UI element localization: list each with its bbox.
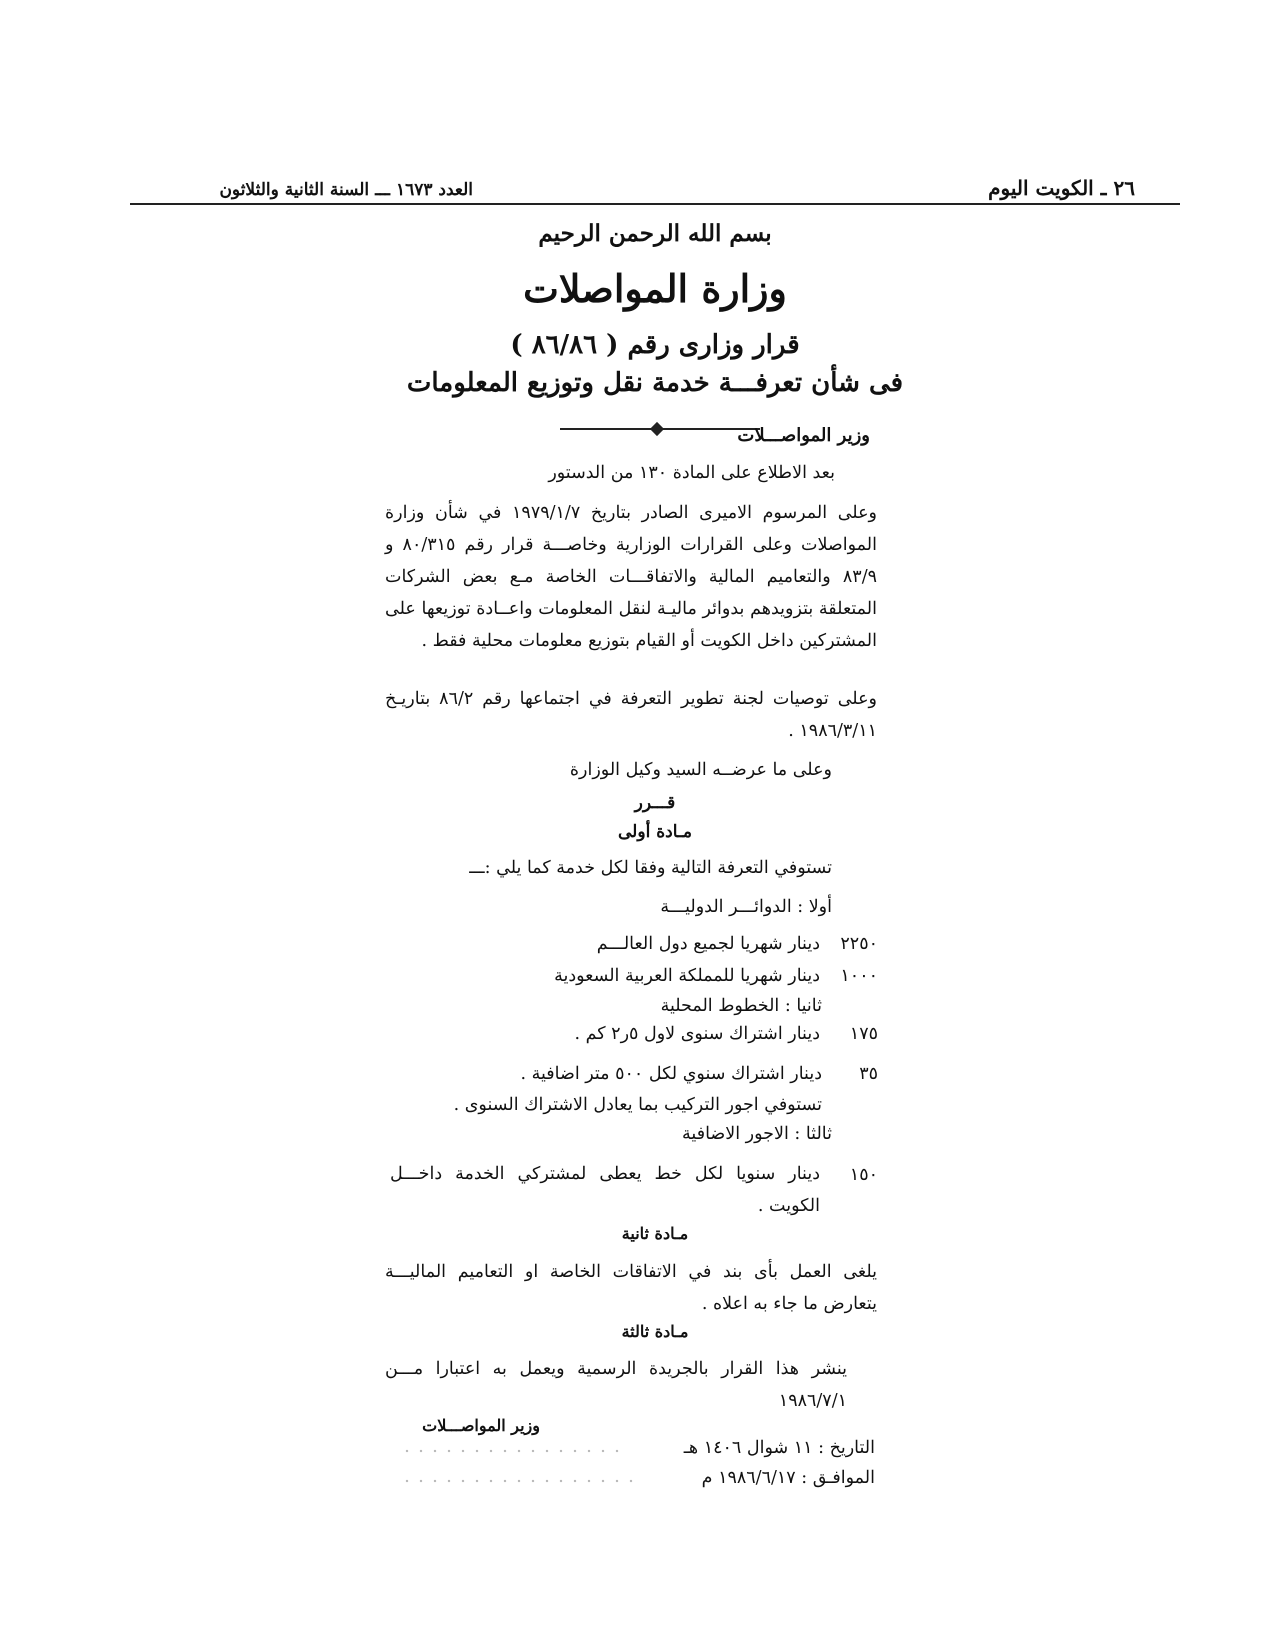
article-1-intro: تستوفي التعرفة التالية وفقا لكل خدمة كما يلي :ـــ [469, 858, 832, 878]
scan-noise [400, 1447, 620, 1455]
fee-description: دينار اشتراك سنوي لكل ٥٠٠ متر اضافية . [520, 1064, 822, 1084]
decree-subject: فى شأن تعرفـــة خدمة نقل وتوزيع المعلومات [406, 368, 904, 398]
fee-description: دينار شهريا للمملكة العربية السعودية [554, 966, 820, 986]
section-local: ثانيا : الخطوط المحلية [660, 996, 822, 1016]
fee-amount: ١٧٥ [849, 1024, 878, 1044]
decided-heading: قـــرر [634, 793, 676, 813]
date-gregorian: الموافـق : ١٩٨٦/٦/١٧ م [701, 1468, 875, 1488]
date-hijri: التاريخ : ١١ شوال ١٤٠٦ هـ [683, 1438, 875, 1458]
fee-amount: ٢٢٥٠ [840, 934, 878, 954]
installation-note: تستوفي اجور التركيب بما يعادل الاشتراك السنوى . [453, 1095, 822, 1115]
article-2-heading: مـادة ثانية [621, 1224, 689, 1243]
issue-info: العدد ١٦٧٣ ـــ السنة الثانية والثلاثون [219, 180, 473, 200]
preamble-decree: وعلى المرسوم الاميرى الصادر بتاريخ ١٩٧٩/١/٧ في شأن وزارة المواصلات وعلى القرارات الوزارية وخاصـــة قرار رقم ٨٠/٣١٥ و ٨٣/٩ والتعاميم المالية والاتفاقـــات الخاصة مـع بعض الشركات المتعلقة بتزويدهم بدوائر ماليـة لنقل المعلومات واعــادة توزيعها على المشتركين داخل الكويت أو القيام بتوزيع معلومات محلية فقط . [385, 503, 877, 651]
article-3-text: ينشر هذا القرار بالجريدة الرسمية ويعمل به اعتبارا مـــن ١٩٨٦/٧/١ [385, 1359, 847, 1411]
preamble-undersecretary: وعلى ما عرضــه السيد وكيل الوزارة [569, 760, 832, 780]
fee-amount: ١٥٠ [849, 1165, 878, 1185]
page-header-title: ٢٦ ـ الكويت اليوم [988, 176, 1135, 200]
fee-amount: ١٠٠٠ [840, 966, 878, 986]
basmala: بسم الله الرحمن الرحيم [538, 220, 772, 247]
fee-amount: ٣٥ [859, 1064, 878, 1084]
preamble-constitution: بعد الاطلاع على المادة ١٣٠ من الدستور [548, 463, 835, 483]
fee-description: دينار اشتراك سنوى لاول ٥ر٢ كم . [574, 1024, 820, 1044]
decree-number: قرار وزارى رقم ( ٨٦/٨٦ ) [510, 330, 800, 360]
ministry-title: وزارة المواصلات [523, 266, 787, 311]
section-international: أولا : الدوائـــر الدوليـــة [660, 897, 832, 917]
minister-heading: وزير المواصـــلات [737, 425, 870, 446]
section-additional: ثالثا : الاجور الاضافية [682, 1124, 832, 1144]
fee-description: دينار سنويا لكل خط يعطى لمشتركي الخدمة داخـــل الكويت . [390, 1164, 820, 1216]
fee-description: دينار شهريا لجميع دول العالـــم [596, 934, 820, 954]
article-2-text: يلغى العمل بأى بند في الاتفاقات الخاصة او التعاميم الماليـــة يتعارض ما جاء به اعلاه . [385, 1262, 877, 1314]
signature: وزير المواصـــلات [422, 1416, 540, 1435]
article-1-heading: مـادة أولى [618, 822, 692, 842]
header-rule [130, 203, 1180, 205]
article-3-heading: مـادة ثالثة [621, 1322, 689, 1341]
scan-noise [400, 1477, 640, 1485]
preamble-recommendations: وعلى توصيات لجنة تطوير التعرفة في اجتماعها رقم ٨٦/٢ بتاريـخ ١٩٨٦/٣/١١ . [385, 689, 877, 741]
